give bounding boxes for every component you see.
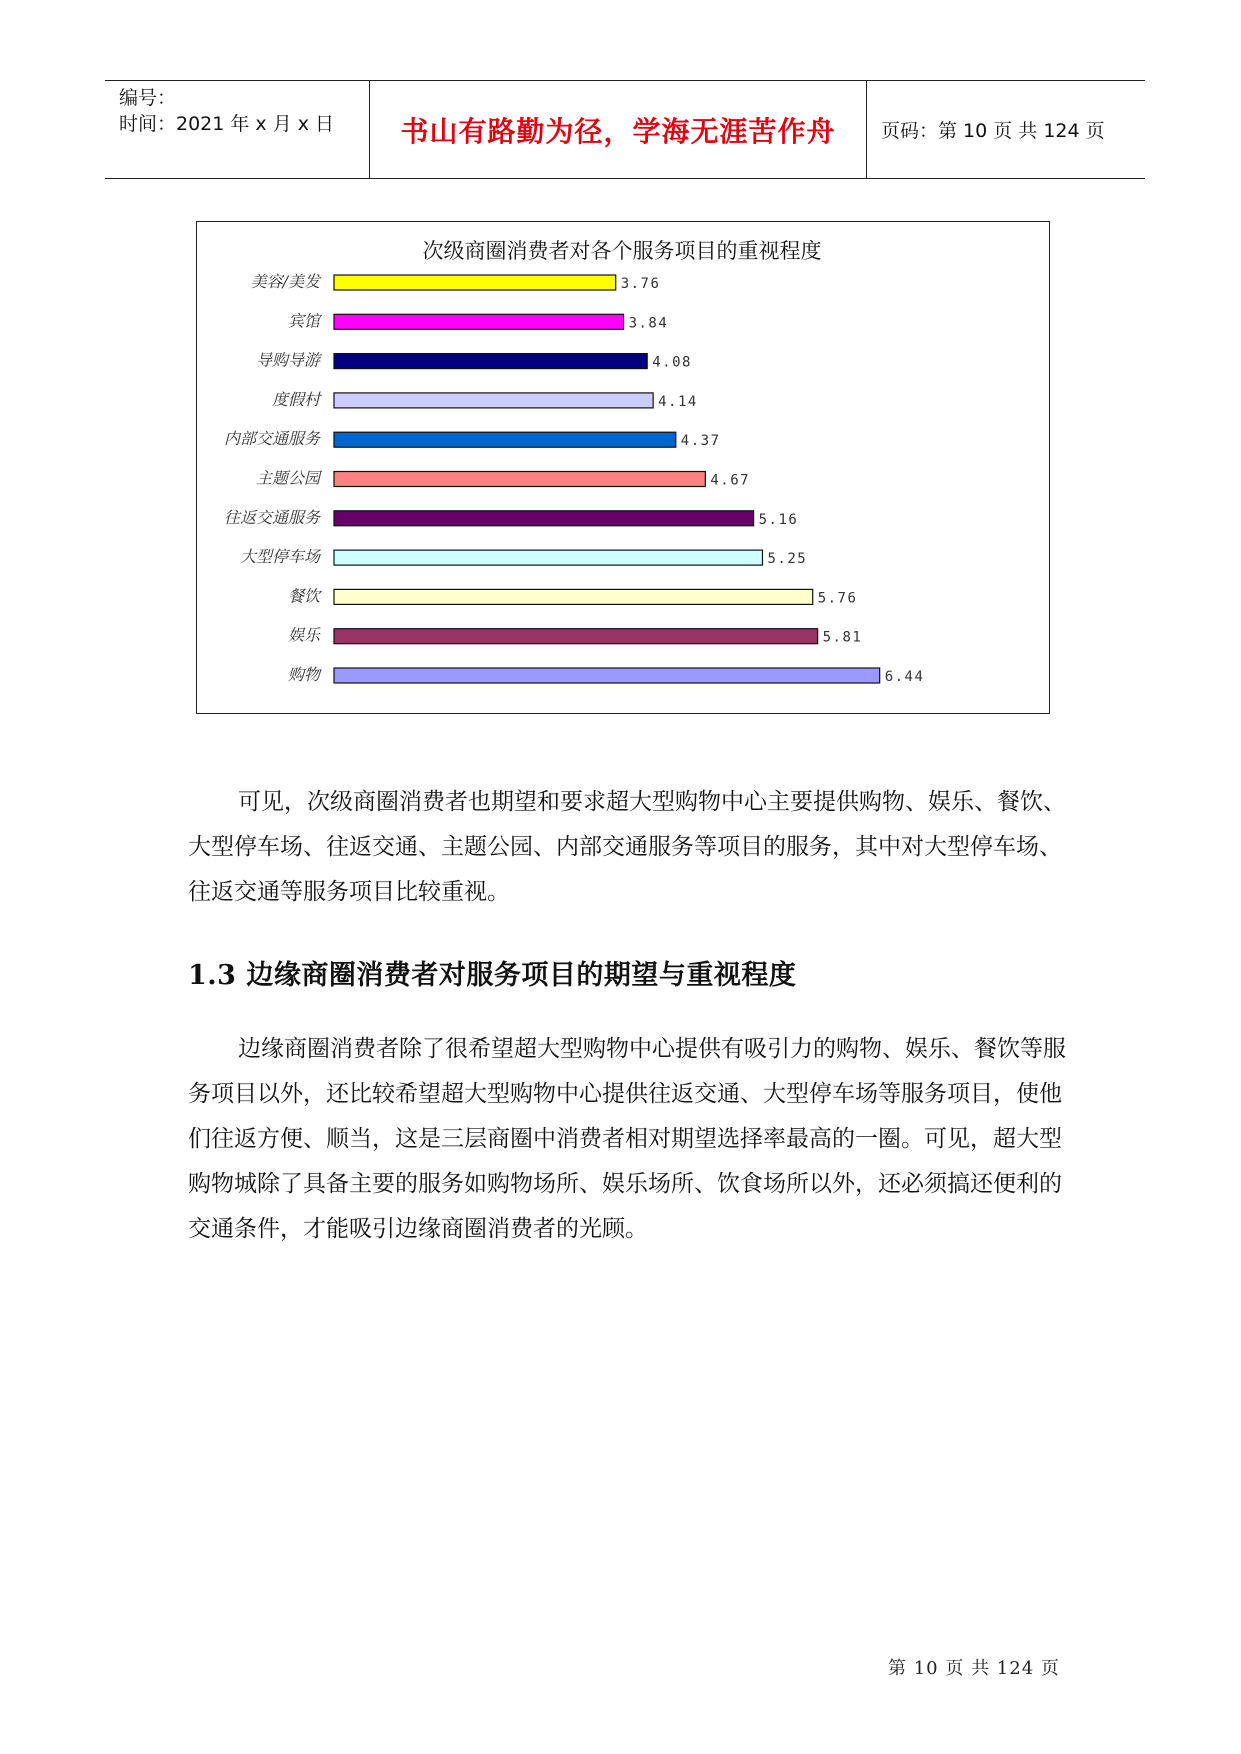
header-motto: 书山有路勤为径，学海无涯苦作舟 xyxy=(400,114,836,148)
category-label: 餐饮 xyxy=(287,586,320,606)
bar xyxy=(334,629,818,644)
header-meta-cell xyxy=(105,81,370,178)
category-label: 往返交通服务 xyxy=(223,507,320,527)
category-label: 购物 xyxy=(287,665,320,684)
bar-chart-canvas xyxy=(197,222,1048,712)
value-label: 4.67 xyxy=(710,472,751,489)
value-label: 5.76 xyxy=(817,590,858,607)
bar xyxy=(334,314,624,329)
page-footer: 第 10 页 共 124 页 xyxy=(888,1658,1060,1679)
value-label: 4.08 xyxy=(652,354,692,371)
value-label: 5.25 xyxy=(767,551,808,568)
value-label: 5.81 xyxy=(822,629,863,646)
chart-title: 次级商圈消费者对各个服务项目的重视程度 xyxy=(422,239,822,263)
value-label: 5.16 xyxy=(758,511,799,528)
bar xyxy=(334,275,616,290)
category-label: 导购导游 xyxy=(255,350,320,370)
category-label: 美容/美发 xyxy=(250,272,320,291)
value-label: 4.37 xyxy=(680,433,721,450)
bar xyxy=(334,511,754,526)
paragraph-edge-area: 边缘商圈消费者除了很希望超大型购物中心提供有吸引力的购物、娱乐、餐饮等服务项目以外，还比较希望超大型购物中心提供往返交通、大型停车场等服务项目，使他们往返方便、顺当，这是三层商圈中消费者相对期望选择率最高的一圈。可见，超大型购物城除了具备主要的服务如购物场所、娱乐场所、饮食场所以外，还必须搞还便利的交通条件，才能吸引边缘商圈消费者的光顾。 xyxy=(188,1036,1066,1242)
bar-chart xyxy=(196,221,1050,714)
category-label: 度假村 xyxy=(271,389,320,409)
category-label: 宾馆 xyxy=(287,311,320,331)
value-label: 6.44 xyxy=(884,669,925,685)
header-page-label: 页码：第 10 页 共 124 页 xyxy=(881,120,1105,142)
category-label: 大型停车场 xyxy=(239,547,320,567)
bar xyxy=(334,472,705,487)
bar xyxy=(334,432,676,447)
section-heading: 1.3 边缘商圈消费者对服务项目的期望与重视程度 xyxy=(188,960,797,991)
header-page-cell xyxy=(867,81,1145,178)
paragraph-secondary-conclusion: 可见，次级商圈消费者也期望和要求超大型购物中心主要提供购物、娱乐、餐饮、大型停车场、往返交通、主题公园、内部交通服务等项目的服务，其中对大型停车场、往返交通等服务项目比较重视。 xyxy=(188,789,1066,905)
bar xyxy=(334,354,647,369)
header-motto-cell xyxy=(370,81,867,178)
category-label: 内部交通服务 xyxy=(223,429,320,449)
bar xyxy=(334,393,653,408)
bar xyxy=(334,550,762,565)
value-label: 3.84 xyxy=(628,315,669,332)
value-label: 3.76 xyxy=(620,276,661,292)
bar xyxy=(334,589,813,604)
value-label: 4.14 xyxy=(658,393,698,410)
bar xyxy=(334,668,880,683)
category-label: 娱乐 xyxy=(287,625,320,645)
document-header xyxy=(105,80,1145,179)
document-number-label: 编号： xyxy=(119,87,177,109)
document-time-label: 时间：2021 年 x 月 x 日 xyxy=(119,113,335,135)
category-label: 主题公园 xyxy=(255,468,320,488)
